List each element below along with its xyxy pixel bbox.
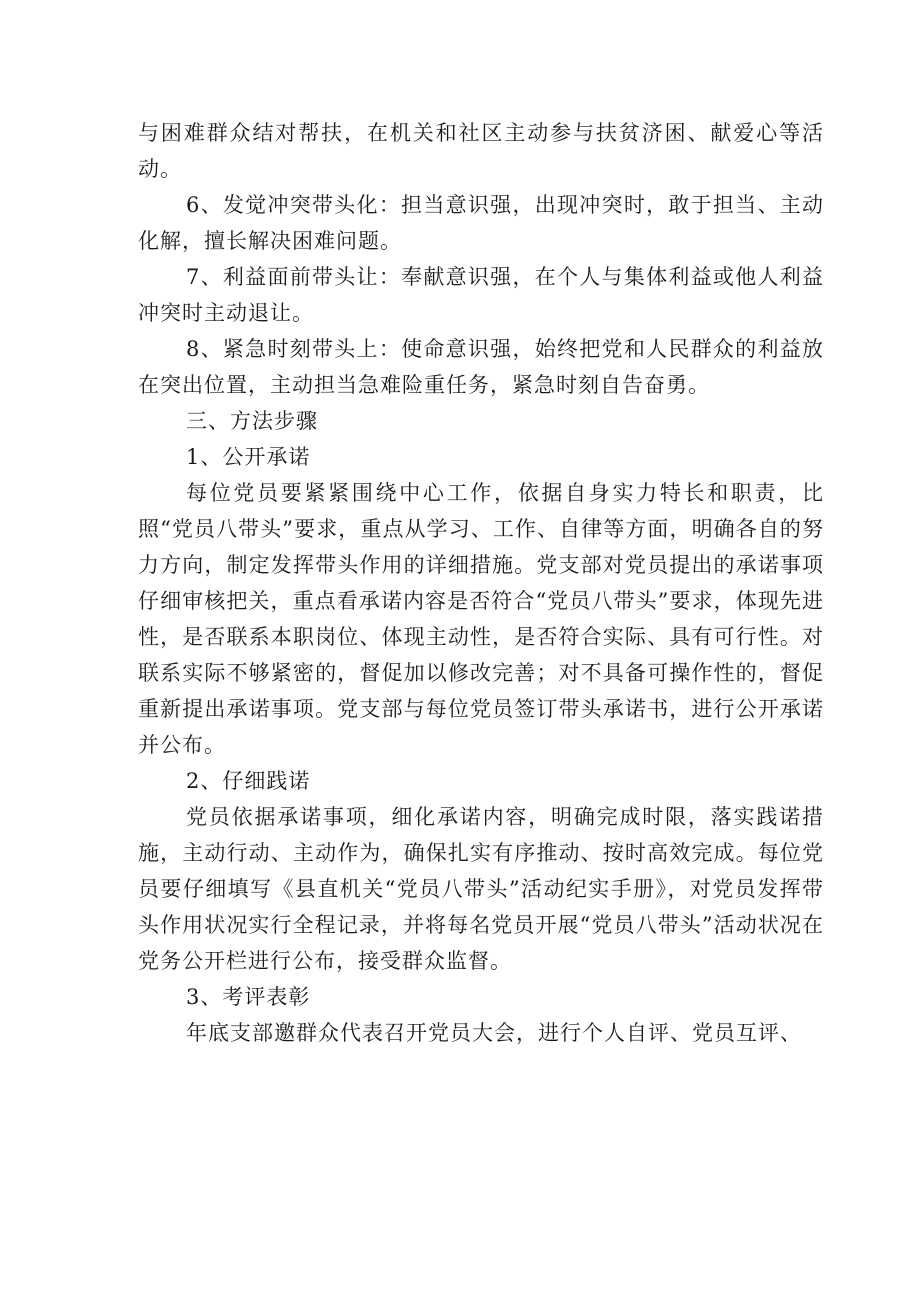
subheading-fulfil-commitment: 2、仔细践诺: [186, 769, 311, 793]
paragraph-item-7: 7、利益面前带头让：奉献意识强，在个人与集体利益或他人利益冲突时主动退让。: [138, 265, 824, 325]
paragraph-evaluation: 年底支部邀群众代表召开党员大会，进行个人自评、党员互评、: [186, 1021, 802, 1045]
document-body: [138, 115, 824, 1051]
paragraph-continuation: 与困难群众结对帮扶，在机关和社区主动参与扶贫济困、献爱心等活动。: [138, 121, 824, 181]
paragraph-public-commitment: 每位党员要紧紧围绕中心工作，依据自身实力特长和职责，比照“党员八带头”要求，重点从学习、工作、自律等方面，明确各自的努力方向，制定发挥带头作用的详细措施。党支部对党员提出的承诺事项仔细审核把关，重点看承诺内容是否符合“党员八带头”要求，体现先进性，是否联系本职岗位、体现主动性，是否符合实际、具有可行性。对联系实际不够紧密的，督促加以修改完善；对不具备可操作性的，督促重新提出承诺事项。党支部与每位党员签订带头承诺书，进行公开承诺并公布。: [138, 481, 824, 757]
paragraph-item-6: 6、发觉冲突带头化：担当意识强，出现冲突时，敢于担当、主动化解，擅长解决困难问题。: [138, 193, 824, 253]
paragraph-fulfil-commitment: 党员依据承诺事项，细化承诺内容，明确完成时限，落实践诺措施，主动行动、主动作为，确保扎实有序推动、按时高效完成。每位党员要仔细填写《县直机关“党员八带头”活动纪实手册》，对党员发挥带头作用状况实行全程记录，并将每名党员开展“党员八带头”活动状况在党务公开栏进行公布，接受群众监督。: [138, 805, 824, 973]
subheading-public-commitment: 1、公开承诺: [186, 445, 311, 469]
paragraph-item-8: 8、紧急时刻带头上：使命意识强，始终把党和人民群众的利益放在突出位置，主动担当急难险重任务，紧急时刻自告奋勇。: [138, 337, 824, 397]
subheading-evaluation: 3、考评表彰: [186, 985, 311, 1009]
section-heading-methods: 三、方法步骤: [186, 409, 318, 433]
